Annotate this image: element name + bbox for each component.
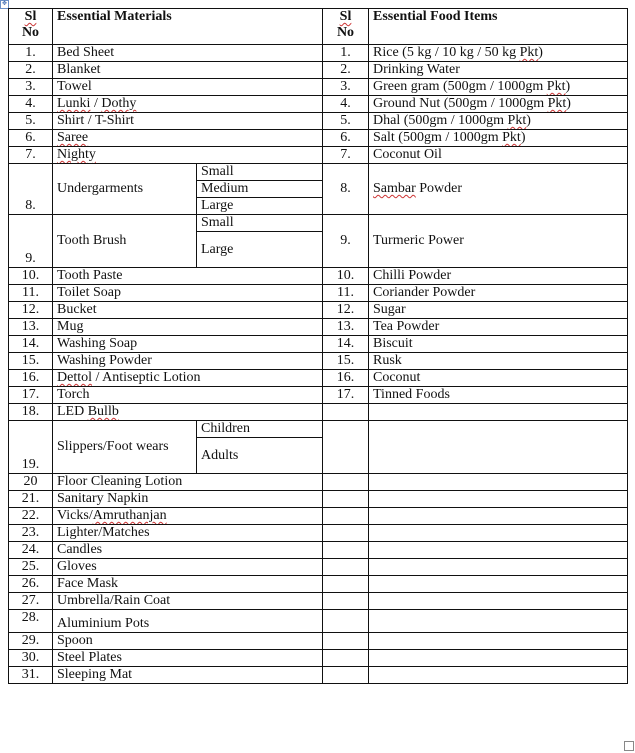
food-row-number: 6. (323, 130, 369, 147)
header-essential-food: Essential Food Items (369, 9, 628, 45)
food-item-name: Sambar Powder (369, 164, 628, 215)
food-row-number (323, 404, 369, 421)
item-name: Undergarments (53, 164, 197, 215)
food-row-number: 13. (323, 319, 369, 336)
row-number: 22. (9, 508, 53, 525)
table-body (9, 45, 628, 684)
table-row (9, 474, 628, 491)
row-number: 12. (9, 302, 53, 319)
food-row-number: 10. (323, 268, 369, 285)
food-row-number (323, 610, 369, 633)
size-option: Large (197, 198, 323, 215)
item-name: Slippers/Foot wears (53, 421, 197, 474)
food-row-number: 11. (323, 285, 369, 302)
table-row (9, 62, 628, 79)
table-row (9, 593, 628, 610)
food-item-name (369, 559, 628, 576)
food-item-name: Rusk (369, 353, 628, 370)
table-row (9, 610, 628, 633)
row-number: 6. (9, 130, 53, 147)
food-item-name (369, 610, 628, 633)
row-number: 21. (9, 491, 53, 508)
food-row-number: 7. (323, 147, 369, 164)
table-row (9, 633, 628, 650)
food-row-number: 15. (323, 353, 369, 370)
header-sl-no-right: Sl No (323, 9, 369, 45)
row-number: 8. (9, 164, 53, 215)
food-item-name (369, 593, 628, 610)
table-row (9, 45, 628, 62)
row-number: 5. (9, 113, 53, 130)
food-row-number: 17. (323, 387, 369, 404)
table-row (9, 164, 628, 181)
food-item-name: Tea Powder (369, 319, 628, 336)
food-row-number (323, 633, 369, 650)
food-row-number (323, 525, 369, 542)
row-number: 4. (9, 96, 53, 113)
row-number: 7. (9, 147, 53, 164)
row-number: 27. (9, 593, 53, 610)
table-row (9, 353, 628, 370)
header-row (9, 9, 628, 45)
item-name: Bed Sheet (53, 45, 323, 62)
row-number: 14. (9, 336, 53, 353)
food-item-name: Chilli Powder (369, 268, 628, 285)
food-item-name: Tinned Foods (369, 387, 628, 404)
table-row (9, 667, 628, 684)
table-row (9, 130, 628, 147)
item-name: Sleeping Mat (53, 667, 323, 684)
row-number: 9. (9, 215, 53, 268)
table-row (9, 404, 628, 421)
size-option: Children (197, 421, 323, 438)
item-name: Floor Cleaning Lotion (53, 474, 323, 491)
food-row-number: 9. (323, 215, 369, 268)
food-row-number (323, 650, 369, 667)
size-option: Small (197, 164, 323, 181)
row-number: 2. (9, 62, 53, 79)
food-item-name (369, 633, 628, 650)
food-row-number (323, 576, 369, 593)
table-row (9, 285, 628, 302)
size-option: Medium (197, 181, 323, 198)
row-number: 15. (9, 353, 53, 370)
food-row-number: 1. (323, 45, 369, 62)
row-number: 19. (9, 421, 53, 474)
table-row (9, 576, 628, 593)
food-item-name (369, 508, 628, 525)
table-resize-handle[interactable] (624, 741, 634, 751)
item-name: Dettol / Antiseptic Lotion (53, 370, 323, 387)
food-item-name (369, 542, 628, 559)
food-row-number (323, 421, 369, 474)
row-number: 1. (9, 45, 53, 62)
item-name: Washing Powder (53, 353, 323, 370)
table-row (9, 96, 628, 113)
item-name: Shirt / T-Shirt (53, 113, 323, 130)
item-name: Umbrella/Rain Coat (53, 593, 323, 610)
item-name: Toilet Soap (53, 285, 323, 302)
row-number: 28. (9, 610, 53, 633)
table-row (9, 113, 628, 130)
item-name: Bucket (53, 302, 323, 319)
table-row (9, 215, 628, 232)
row-number: 26. (9, 576, 53, 593)
food-item-name: Salt (500gm / 1000gm Pkt) (369, 130, 628, 147)
row-number: 3. (9, 79, 53, 96)
item-name: Spoon (53, 633, 323, 650)
food-row-number: 3. (323, 79, 369, 96)
item-name: Gloves (53, 559, 323, 576)
row-number: 16. (9, 370, 53, 387)
item-name: Lunki / Dothy (53, 96, 323, 113)
food-item-name: Turmeric Power (369, 215, 628, 268)
item-name: Face Mask (53, 576, 323, 593)
item-name: Mug (53, 319, 323, 336)
row-number: 17. (9, 387, 53, 404)
table-row (9, 650, 628, 667)
row-number: 31. (9, 667, 53, 684)
food-item-name: Rice (5 kg / 10 kg / 50 kg Pkt) (369, 45, 628, 62)
food-item-name: Drinking Water (369, 62, 628, 79)
header-sl-no-left: Sl No (9, 9, 53, 45)
item-name: Towel (53, 79, 323, 96)
item-name: Torch (53, 387, 323, 404)
food-row-number: 16. (323, 370, 369, 387)
table-row (9, 387, 628, 404)
food-row-number (323, 593, 369, 610)
food-item-name (369, 667, 628, 684)
table-row (9, 542, 628, 559)
item-name: Tooth Brush (53, 215, 197, 268)
food-item-name (369, 491, 628, 508)
item-name: Vicks/Amruthanjan (53, 508, 323, 525)
item-name: Tooth Paste (53, 268, 323, 285)
food-row-number (323, 667, 369, 684)
table-move-handle-icon[interactable]: ✥ (1, 1, 8, 7)
item-name: Aluminium Pots (53, 610, 323, 633)
food-row-number (323, 559, 369, 576)
food-row-number: 14. (323, 336, 369, 353)
item-name: Candles (53, 542, 323, 559)
food-item-name: Green gram (500gm / 1000gm Pkt) (369, 79, 628, 96)
food-item-name (369, 650, 628, 667)
size-option: Small (197, 215, 323, 232)
row-number: 10. (9, 268, 53, 285)
table-row (9, 491, 628, 508)
item-name: Washing Soap (53, 336, 323, 353)
food-item-name: Ground Nut (500gm / 1000gm Pkt) (369, 96, 628, 113)
food-row-number: 2. (323, 62, 369, 79)
table-row (9, 370, 628, 387)
size-option: Large (197, 232, 323, 268)
food-item-name: Coconut (369, 370, 628, 387)
food-item-name: Biscuit (369, 336, 628, 353)
food-row-number (323, 542, 369, 559)
item-name: Blanket (53, 62, 323, 79)
food-item-name: Coriander Powder (369, 285, 628, 302)
food-row-number (323, 508, 369, 525)
item-name: Saree (53, 130, 323, 147)
food-row-number (323, 491, 369, 508)
row-number: 30. (9, 650, 53, 667)
row-number: 20 (9, 474, 53, 491)
food-item-name (369, 525, 628, 542)
row-number: 13. (9, 319, 53, 336)
table-row (9, 421, 628, 438)
food-row-number: 8. (323, 164, 369, 215)
essentials-table (8, 8, 628, 684)
food-row-number: 5. (323, 113, 369, 130)
row-number: 25. (9, 559, 53, 576)
item-name: Steel Plates (53, 650, 323, 667)
row-number: 29. (9, 633, 53, 650)
header-essential-materials: Essential Materials (53, 9, 323, 45)
food-item-name: Dhal (500gm / 1000gm Pkt) (369, 113, 628, 130)
row-number: 23. (9, 525, 53, 542)
food-item-name (369, 404, 628, 421)
food-item-name (369, 474, 628, 491)
row-number: 18. (9, 404, 53, 421)
item-name: Lighter/Matches (53, 525, 323, 542)
food-item-name: Coconut Oil (369, 147, 628, 164)
item-name: LED Bullb (53, 404, 323, 421)
table-row (9, 336, 628, 353)
item-name: Nighty (53, 147, 323, 164)
table-row (9, 79, 628, 96)
food-item-name (369, 576, 628, 593)
table-row (9, 302, 628, 319)
row-number: 24. (9, 542, 53, 559)
food-item-name: Sugar (369, 302, 628, 319)
food-item-name (369, 421, 628, 474)
row-number: 11. (9, 285, 53, 302)
food-row-number: 12. (323, 302, 369, 319)
table-row (9, 508, 628, 525)
food-row-number: 4. (323, 96, 369, 113)
food-row-number (323, 474, 369, 491)
table-row (9, 319, 628, 336)
table-row (9, 525, 628, 542)
item-name: Sanitary Napkin (53, 491, 323, 508)
table-row (9, 147, 628, 164)
size-option: Adults (197, 438, 323, 474)
table-row (9, 559, 628, 576)
table-row (9, 268, 628, 285)
